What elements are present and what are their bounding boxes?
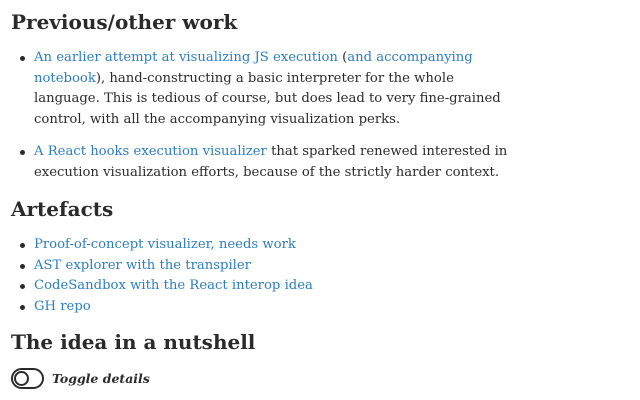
item-description: that sparked renewed interested in execution visualization efforts, because of the strictly harder context.	[34, 144, 508, 180]
toggle-details-row[interactable]	[11, 368, 150, 389]
list-item	[14, 256, 514, 277]
heading-artefacts: Artefacts	[11, 197, 114, 221]
heading-idea-nutshell: The idea in a nutshell	[11, 330, 256, 354]
list-item	[14, 235, 514, 256]
item-description: ), hand-constructing a basic interpreter for the whole language. This is tedious of course, but does lead to very fine-grained control, with all the accompanying visualization perks.	[34, 70, 501, 127]
list-item	[14, 142, 514, 183]
link-ast-explorer[interactable]: AST explorer with the transpiler	[34, 257, 251, 273]
toggle-knob	[14, 371, 29, 386]
link-earlier-attempt[interactable]: An earlier attempt at visualizing JS execution	[34, 50, 338, 65]
heading-previous-work: Previous/other work	[11, 10, 238, 34]
link-gh-repo[interactable]: GH repo	[34, 298, 91, 314]
list-item	[14, 276, 514, 297]
list-item	[14, 48, 514, 130]
toggle-details-label[interactable]: Toggle details	[52, 371, 150, 386]
artefacts-list	[14, 235, 514, 317]
list-item	[14, 297, 514, 318]
link-codesandbox[interactable]: CodeSandbox with the React interop idea	[34, 278, 313, 294]
toggle-switch[interactable]	[11, 368, 44, 389]
link-proof-of-concept[interactable]: Proof-of-concept visualizer, needs work	[34, 237, 296, 252]
link-react-hooks-visualizer[interactable]: A React hooks execution visualizer	[34, 144, 267, 160]
open-paren-text: (	[337, 50, 348, 65]
previous-work-list	[14, 48, 514, 184]
link-accompanying-notebook[interactable]: and accompanying notebook	[34, 50, 473, 86]
